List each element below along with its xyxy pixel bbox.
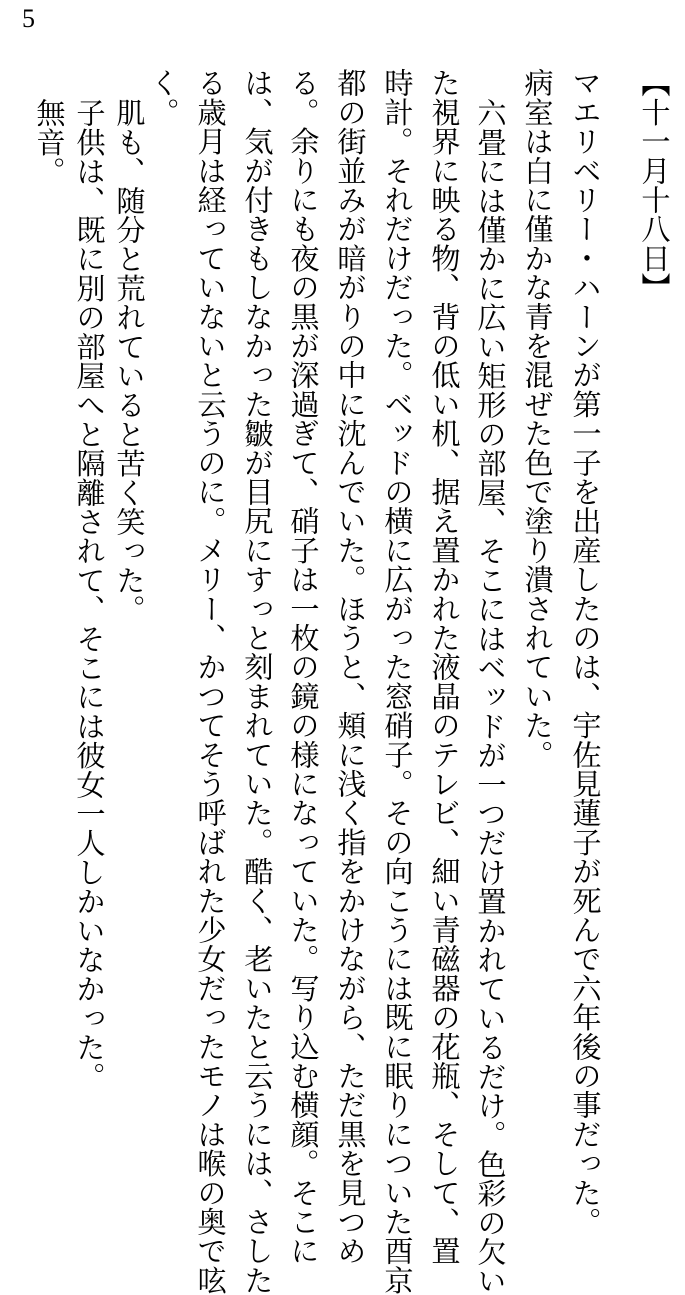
page-number: 5 — [22, 4, 35, 33]
text-column: た視界に映る物、背の低い机、据え置かれた液晶のテレビ、細い青磁器の花瓶、そして、置 — [427, 68, 461, 1266]
chapter-heading: 【十一月十八日】 — [637, 68, 671, 302]
text-column: 無音。 — [32, 98, 66, 186]
text-column: は、気が付きもしなかった皺が目尻にすっと刻まれていた。酷く、老いたと云うには、さした — [240, 68, 274, 1295]
text-column: 子供は、既に別の部屋へと隔離されて、そこには彼女一人しかいなかった。 — [72, 98, 106, 1091]
text-column: る歳月は経っていないと云うのに。メリー、かつてそう呼ばれた少女だったモノは喉の奥で呟 — [193, 68, 227, 1295]
text-column: る。余りにも夜の黒が深過ぎて、硝子は一枚の鏡の様になっていた。写り込む横顔。そこに — [286, 68, 320, 1266]
text-column: 六畳には僅かに広い矩形の部屋、そこにはベッドが一つだけ置かれているだけ。色彩の欠い — [473, 98, 507, 1295]
text-column: 肌も、随分と荒れていると苦く笑った。 — [112, 98, 146, 624]
text-column: マエリベリー・ハーンが第一子を出産したのは、宇佐見蓮子が死んで六年後の事だった。 — [568, 68, 602, 1236]
text-column: 病室は白に僅かな青を混ぜた色で塗り潰されていた。 — [520, 68, 554, 769]
text-column: く。 — [146, 68, 180, 127]
text-column: 時計。それだけだった。ベッドの横に広がった窓硝子。その向こうには既に眠りについた酉京 — [380, 68, 414, 1295]
text-column: 都の街並みが暗がりの中に沈んでいた。ほうと、頬に浅く指をかけながら、ただ黒を見つめ — [333, 68, 367, 1266]
